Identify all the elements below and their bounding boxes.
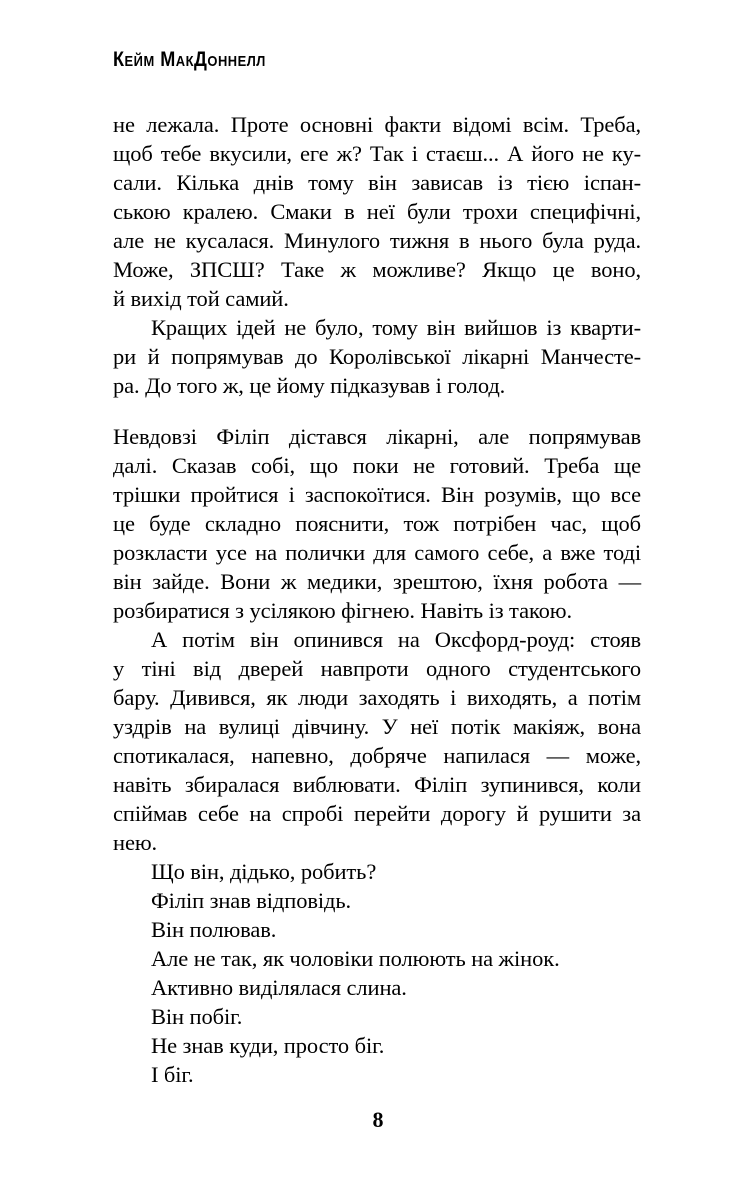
paragraph xyxy=(113,1002,641,1031)
running-header-author: Кейм МакДоннелл xyxy=(113,48,266,71)
text-line: Що він, дідько, робить? xyxy=(151,859,377,884)
text-line: не лежала. Проте основні факти відомі всім. Треба, xyxy=(113,112,641,137)
text-line: Невдовзі Філіп дістався лікарні, але попрямував xyxy=(113,424,641,449)
text-line: спотикалася, напевно, добряче напилася — може, xyxy=(113,743,641,768)
text-line: Він побіг. xyxy=(151,1004,243,1029)
paragraph xyxy=(113,1060,641,1089)
paragraph xyxy=(113,886,641,915)
paragraph xyxy=(113,973,641,1002)
text-line: далі. Сказав собі, що поки не готовий. Треба ще xyxy=(113,453,641,478)
paragraph xyxy=(113,422,641,625)
text-line: А потім він опинився на Оксфорд-роуд: стояв xyxy=(151,627,641,652)
body-text-block xyxy=(113,110,641,1089)
text-line: ською кралею. Смаки в неї були трохи специфічні, xyxy=(113,199,641,224)
text-line: нею. xyxy=(113,830,158,855)
paragraph xyxy=(113,857,641,886)
text-line: розкласти усе на полички для самого себе, а вже тоді xyxy=(113,540,641,565)
paragraph xyxy=(113,1031,641,1060)
text-line: уздрів на вулиці дівчину. У неї потік макіяж, вона xyxy=(113,714,641,739)
text-line: Не знав куди, просто біг. xyxy=(151,1033,385,1058)
text-line: й вихід той самий. xyxy=(113,286,289,311)
text-line: ри й попрямував до Королівської лікарні Манчесте- xyxy=(113,344,641,369)
text-line: Філіп знав відповідь. xyxy=(151,888,352,913)
text-line: Може, ЗПСШ? Таке ж можливе? Якщо це воно, xyxy=(113,257,641,282)
text-line: щоб тебе вкусили, еге ж? Так і стаєш... А його не ку- xyxy=(113,141,641,166)
text-line: сали. Кілька днів тому він зависав із тією іспан- xyxy=(113,170,641,195)
paragraph xyxy=(113,313,641,400)
text-line: Він полював. xyxy=(151,917,277,942)
text-line: Але не так, як чоловіки полюють на жінок. xyxy=(151,946,560,971)
text-line: навіть збиралася виблювати. Філіп зупинився, коли xyxy=(113,772,641,797)
text-line: але не кусалася. Минулого тижня в нього була руда. xyxy=(113,228,641,253)
paragraph xyxy=(113,110,641,313)
paragraph xyxy=(113,625,641,857)
paragraph xyxy=(113,915,641,944)
text-line: він зайде. Вони ж медики, зрештою, їхня робота — xyxy=(113,569,641,594)
paragraph xyxy=(113,944,641,973)
text-line: у тіні від дверей навпроти одного студентського xyxy=(113,656,641,681)
text-line: спіймав себе на спробі перейти дорогу й рушити за xyxy=(113,801,641,826)
text-line: ра. До того ж, це йому підказував і голод. xyxy=(113,373,506,398)
page-number: 8 xyxy=(372,1107,384,1132)
text-line: І біг. xyxy=(151,1062,194,1087)
text-line: трішки пройтися і заспокоїтися. Він розумів, що все xyxy=(113,482,641,507)
text-line: це буде складно пояснити, тож потрібен час, щоб xyxy=(113,511,641,536)
text-line: бару. Дивився, як люди заходять і виходять, а потім xyxy=(113,685,641,710)
text-line: розбиратися з усілякою фігнею. Навіть із такою. xyxy=(113,598,573,623)
text-line: Кращих ідей не було, тому він вийшов із кварти- xyxy=(151,315,641,340)
text-line: Активно виділялася слина. xyxy=(151,975,407,1000)
